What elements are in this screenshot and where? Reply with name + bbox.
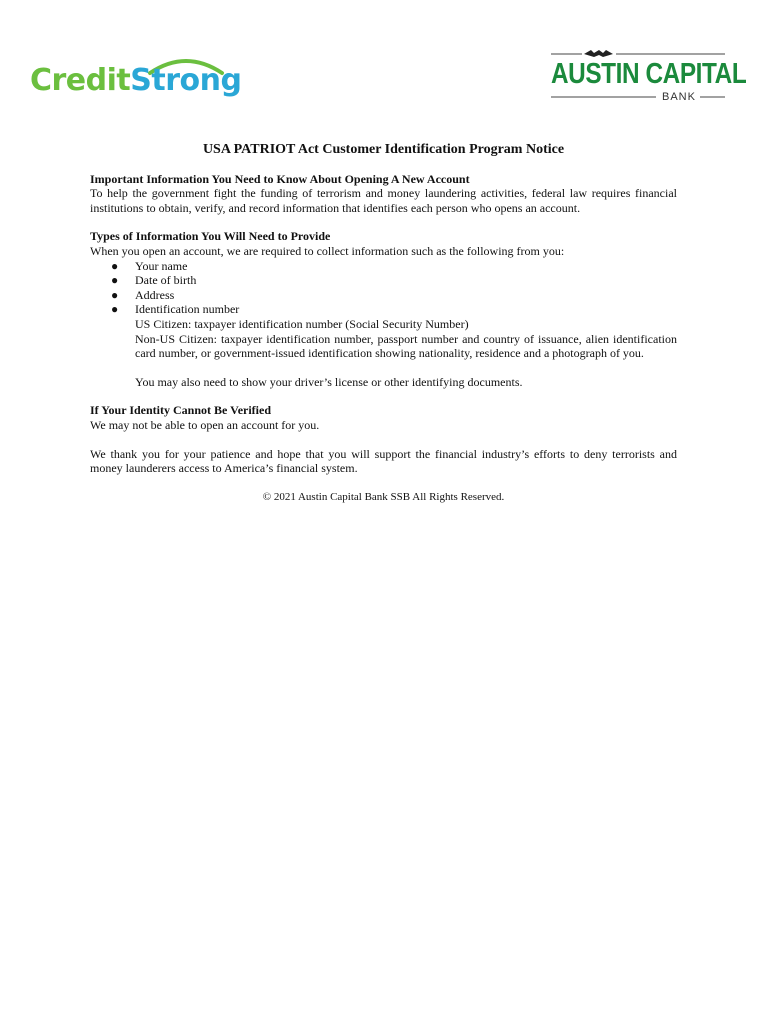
info-bullet-list	[90, 259, 677, 317]
copyright-footer: © 2021 Austin Capital Bank SSB All Rights Reserved.	[262, 490, 505, 503]
bullet-icon: ●	[111, 287, 119, 302]
section-heading-types: Types of Information You Will Need to Provide	[90, 229, 331, 244]
austin-capital-wordmark: AUSTIN CAPITAL	[551, 58, 747, 90]
credit-strong-wordmark: CreditStrong	[30, 63, 242, 98]
list-item: ● Address	[111, 287, 175, 302]
list-item: ● Identification number	[111, 302, 240, 317]
section-body-unverified: We may not be able to open an account for you.	[90, 417, 320, 432]
austin-capital-bank-logo	[548, 50, 747, 106]
section-heading-unverified: If Your Identity Cannot Be Verified	[90, 403, 272, 418]
section-intro-types: When you open an account, we are required to collect information such as the following from you:	[90, 243, 565, 258]
list-item: ● Date of birth	[111, 273, 197, 288]
bullet-icon: ●	[111, 258, 119, 273]
non-us-citizen-note: Non-US Citizen: taxpayer identification number, passport number and country of issuance, alien identification card number, or government-issued identification showing nationality, residence and a photograph of you.	[135, 331, 677, 361]
also-required-note: You may also need to show your driver’s license or other identifying documents.	[135, 374, 523, 389]
list-item: ● Your name	[111, 258, 188, 273]
document-title: USA PATRIOT Act Customer Identification Program Notice	[202, 142, 565, 157]
bullet-icon: ●	[111, 302, 119, 317]
notice-document	[90, 143, 677, 515]
section-heading-important: Important Information You Need to Know About Opening A New Account	[90, 171, 470, 186]
section-body-important: To help the government fight the funding of terrorism and money laundering activities, federal law requires financial institutions to obtain, verify, and record information that identifies each person who opens an account.	[90, 186, 677, 215]
us-citizen-note: US Citizen: taxpayer identification number (Social Security Number)	[135, 316, 469, 331]
thanks-paragraph: We thank you for your patience and hope that you will support the financial industry’s efforts to deny terrorists and money launderers access to America’s financial system.	[90, 446, 677, 476]
bank-wordmark: BANK	[662, 91, 696, 103]
bullet-icon: ●	[111, 273, 119, 288]
